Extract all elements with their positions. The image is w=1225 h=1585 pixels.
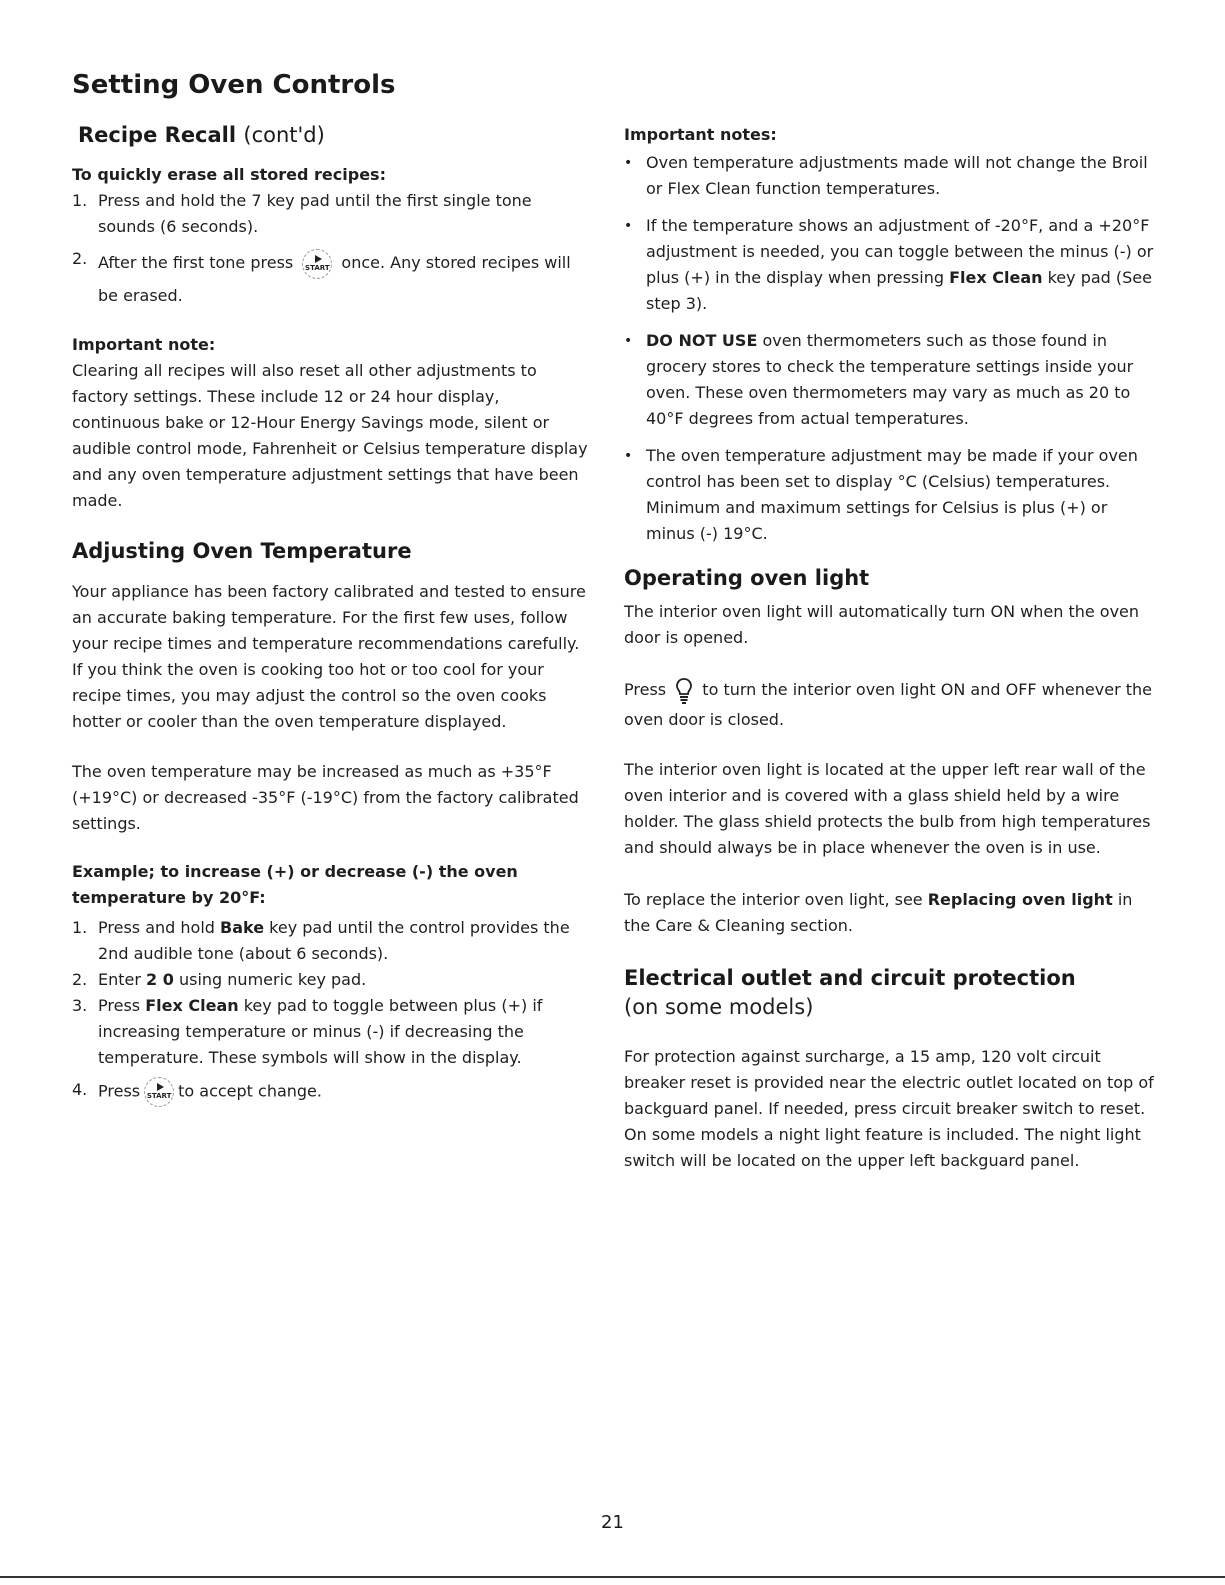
replace-text-bold: Replacing oven light — [927, 890, 1113, 910]
step-text-pre: After the first tone press — [98, 253, 294, 273]
note-text: The oven temperature adjustment may be made if your oven control has been set to display °C (Celsius) temperatures. Minimum and maximum settings for Celsius is plus (+) or minus (-) 19°C. — [646, 446, 1138, 543]
step-text-post: key pad until the control provides the 2nd audible tone (about 6 seconds). — [98, 917, 570, 963]
note-text-bold: DO NOT USE — [646, 331, 758, 350]
step-text — [98, 915, 592, 967]
step-number: 3. — [72, 995, 88, 1015]
bullet: • — [624, 218, 633, 234]
light-para-3: The interior oven light is located at the upper left rear wall of the oven interior and is covered with a glass shield held by a wire holder. The glass shield protects the bulb from high temperatures and should always be in place whenever the oven is in use. — [624, 760, 1151, 858]
adjusting-para-2: The oven temperature may be increased as much as +35°F (+19°C) or decreased -35°F (-19°C) from the factory calibrated settings. — [72, 761, 579, 833]
note-text-post: oven thermometers such as those found in grocery stores to check the temperature settings inside your oven. These oven thermometers may vary as much as 20 to 40°F degrees from actual temperatures. — [646, 331, 1134, 428]
step-text-bold: Flex Clean — [145, 995, 239, 1015]
step-text — [98, 246, 592, 312]
recipe-recall-heading-contd: (cont'd) — [243, 123, 325, 147]
step-text: Press and hold the 7 key pad until the first single tone sounds (6 seconds). — [98, 191, 532, 237]
light-press-post: to turn the interior oven light ON and OFF whenever the oven door is closed. — [624, 680, 1152, 730]
recipe-recall-heading — [78, 122, 592, 148]
step-number: 4. — [72, 1079, 88, 1099]
list-item — [624, 213, 1154, 317]
important-note-text: Clearing all recipes will also reset all other adjustments to factory settings. These include 12 or 24 hour display, continuous bake or 12-Hour Energy Savings mode, silent or audible control mode, Fahrenheit or Celsius temperature display and any oven temperature adjustment settings that have been made. — [72, 361, 588, 511]
bullet: • — [624, 155, 633, 171]
electrical-heading: Electrical outlet and circuit protection — [624, 966, 1076, 991]
note-text — [646, 328, 1154, 432]
step-text-post: using numeric key pad. — [178, 969, 367, 989]
list-item — [72, 246, 592, 312]
adjust-steps-list — [72, 915, 592, 1107]
left-column — [72, 122, 592, 1107]
step-text-pre: Press and hold — [98, 917, 215, 937]
step-number: 1. — [72, 917, 88, 937]
list-item — [72, 967, 592, 993]
bullet: • — [624, 333, 633, 349]
step-text-post: key pad to toggle between plus (+) if increasing temperature or minus (-) if decreasing the temperature. These symbols will show in the display. — [98, 995, 543, 1067]
right-column — [624, 122, 1154, 1174]
recipe-recall-heading-bold: Recipe Recall — [78, 123, 237, 147]
operating-light-heading: Operating oven light — [624, 566, 870, 590]
note-text — [646, 213, 1154, 317]
step-text — [98, 993, 592, 1071]
light-para-2 — [624, 675, 1154, 735]
page-title: Setting Oven Controls — [72, 70, 396, 100]
step-text-bold: 2 0 — [146, 969, 174, 989]
light-para-4 — [624, 887, 1154, 939]
list-item — [624, 328, 1154, 432]
start-key-icon — [144, 1077, 174, 1107]
note-text-post: key pad (See step 3). — [646, 268, 1152, 313]
list-item — [624, 150, 1154, 202]
example-heading: Example; to increase (+) or decrease (-) the oven temperature by 20°F: — [72, 861, 518, 907]
note-text-pre: If the temperature shows an adjustment of -20°F, and a +20°F adjustment is needed, you can toggle between the minus (-) or plus (+) in the display when pressing — [646, 216, 1154, 287]
step-number: 2. — [72, 249, 88, 269]
start-key-icon — [302, 249, 332, 279]
important-note-heading: Important note: — [72, 335, 216, 355]
start-key-label: START — [146, 1091, 172, 1100]
step-text-bold: Bake — [220, 917, 265, 937]
step-text — [98, 967, 592, 993]
erase-recipes-heading: To quickly erase all stored recipes: — [72, 165, 386, 185]
step-number: 2. — [72, 969, 88, 989]
bullet: • — [624, 448, 633, 464]
important-notes-list — [624, 150, 1154, 547]
electrical-subheading: (on some models) — [624, 994, 814, 1019]
light-para-1: The interior oven light will automatically turn ON when the oven door is opened. — [624, 602, 1140, 648]
list-item — [72, 993, 592, 1071]
electrical-para: For protection against surcharge, a 15 amp, 120 volt circuit breaker reset is provided near the electric outlet located on top of backguard panel. If needed, press circuit breaker switch to reset. On some models a night light feature is included. The night light switch will be located on the upper left backguard panel. — [624, 1046, 1154, 1170]
list-item — [72, 915, 592, 967]
step-number: 1. — [72, 191, 88, 211]
step-text-pre: Enter — [98, 969, 141, 989]
replace-text-post: in the Care & Cleaning section. — [624, 890, 1133, 936]
page-number: 21 — [601, 1512, 624, 1533]
step-text-post: to accept change. — [178, 1081, 322, 1100]
bottom-rule — [0, 1576, 1225, 1578]
adjusting-temperature-heading: Adjusting Oven Temperature — [72, 539, 412, 564]
important-notes-heading: Important notes: — [624, 125, 777, 144]
list-item — [72, 1077, 592, 1107]
step-text — [98, 1077, 592, 1107]
replace-text-pre: To replace the interior oven light, see — [624, 890, 923, 910]
note-text: Oven temperature adjustments made will not change the Broil or Flex Clean function temperatures. — [646, 153, 1148, 198]
step-text-pre: Press — [98, 995, 141, 1015]
step-text-post: once. Any stored recipes will be erased. — [98, 253, 571, 306]
adjusting-para-1: Your appliance has been factory calibrated and tested to ensure an accurate baking temperature. For the first few uses, follow your recipe times and temperature recommendations carefully. If you think the oven is cooking too hot or too cool for your recipe times, you may adjust the control so the oven cooks hotter or cooler than the oven temperature displayed. — [72, 581, 586, 731]
light-bulb-icon — [675, 677, 693, 705]
light-press-pre: Press — [624, 680, 667, 700]
note-text-bold: Flex Clean — [949, 268, 1043, 287]
step-text-pre: Press — [98, 1081, 141, 1100]
start-key-label: START — [305, 263, 330, 272]
list-item — [72, 188, 592, 240]
erase-steps-list — [72, 188, 592, 312]
list-item — [624, 443, 1154, 547]
